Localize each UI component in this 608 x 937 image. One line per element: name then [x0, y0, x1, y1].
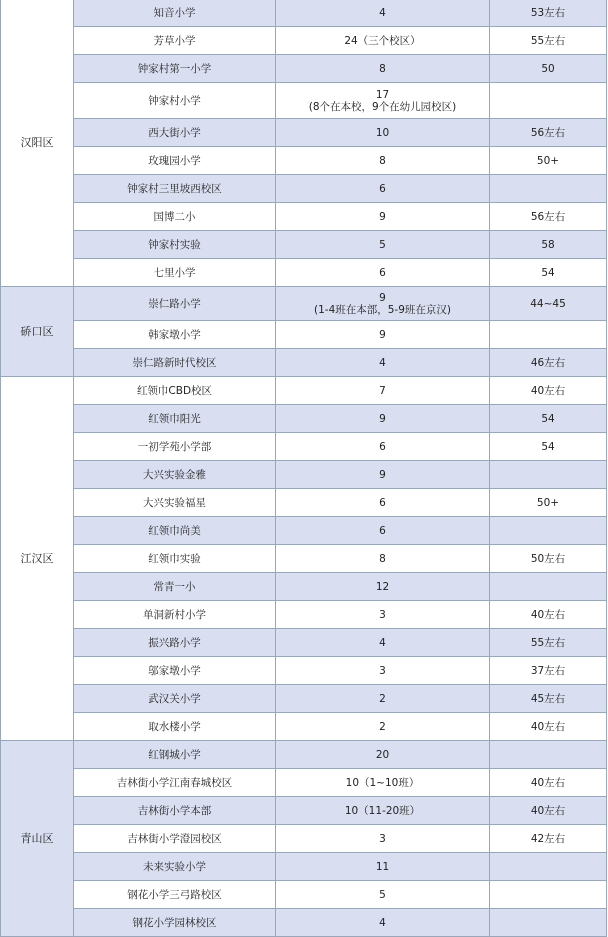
class-count-cell [276, 203, 490, 231]
district-cell: 江汉区 [1, 377, 74, 741]
school-name-cell: 崇仁路小学 [74, 287, 276, 321]
class-count-line: 3 [379, 664, 386, 677]
class-count-cell [276, 349, 490, 377]
table-row [1, 287, 607, 321]
table-row [1, 433, 607, 461]
class-size-cell [490, 881, 607, 909]
school-name-cell: 芳草小学 [74, 27, 276, 55]
school-name-cell: 常青一小 [74, 573, 276, 601]
class-size-cell: 42左右 [490, 825, 607, 853]
school-name-cell: 武汉关小学 [74, 685, 276, 713]
table-row [1, 83, 607, 119]
class-count-line: 5 [379, 888, 386, 901]
class-count-line: (1-4班在本部，5-9班在京汉) [314, 303, 451, 316]
table-row [1, 405, 607, 433]
class-count-line: 10 [375, 126, 390, 139]
school-name-cell: 知音小学 [74, 0, 276, 27]
school-name-cell: 红钢城小学 [74, 741, 276, 769]
school-name-cell: 吉林街小学江南春城校区 [74, 769, 276, 797]
table-row [1, 825, 607, 853]
class-count-cell [276, 657, 490, 685]
class-count-cell [276, 629, 490, 657]
class-size-cell [490, 741, 607, 769]
class-count-cell [276, 769, 490, 797]
school-name-cell: 国博二小 [74, 203, 276, 231]
school-name-cell: 钢花小学园林校区 [74, 909, 276, 937]
class-count-cell [276, 287, 490, 321]
class-count-line: 9 [379, 468, 386, 481]
class-count-cell [276, 119, 490, 147]
class-count-cell [276, 517, 490, 545]
class-size-cell [490, 853, 607, 881]
school-name-cell: 钟家村三里坡西校区 [74, 175, 276, 203]
class-size-cell: 45左右 [490, 685, 607, 713]
class-count-line: 6 [379, 182, 386, 195]
class-size-cell: 50+ [490, 147, 607, 175]
district-cell: 硚口区 [1, 287, 74, 377]
class-count-line: 11 [375, 860, 390, 873]
school-name-cell: 邬家墩小学 [74, 657, 276, 685]
class-size-cell: 55左右 [490, 629, 607, 657]
table-row [1, 461, 607, 489]
class-count-line: 4 [379, 636, 386, 649]
school-name-cell: 红领巾CBD校区 [74, 377, 276, 405]
class-count-cell [276, 853, 490, 881]
class-count-line: 9 [379, 412, 386, 425]
class-size-cell: 44~45 [490, 287, 607, 321]
class-count-cell [276, 545, 490, 573]
class-size-cell: 56左右 [490, 203, 607, 231]
table-row [1, 27, 607, 55]
class-size-cell: 50 [490, 55, 607, 83]
class-count-line: 4 [379, 7, 386, 19]
class-count-cell [276, 27, 490, 55]
district-cell: 青山区 [1, 741, 74, 937]
table-row [1, 685, 607, 713]
table-row [1, 545, 607, 573]
class-count-line: 20 [375, 748, 390, 761]
class-count-cell [276, 825, 490, 853]
class-count-line: 24（三个校区） [344, 34, 421, 47]
class-count-line: 8 [379, 552, 386, 565]
class-count-cell [276, 405, 490, 433]
class-size-cell: 40左右 [490, 713, 607, 741]
class-size-cell [490, 461, 607, 489]
class-count-line: 17 [375, 88, 390, 101]
class-size-cell: 54 [490, 259, 607, 287]
class-count-line: 3 [379, 608, 386, 621]
class-count-line: 10（11-20班） [344, 804, 421, 817]
class-count-line: 4 [379, 356, 386, 369]
table-row [1, 741, 607, 769]
class-size-cell [490, 517, 607, 545]
school-name-cell: 钟家村小学 [74, 83, 276, 119]
school-name-cell: 吉林街小学澄园校区 [74, 825, 276, 853]
school-name-cell: 红领巾尚美 [74, 517, 276, 545]
class-count-cell [276, 321, 490, 349]
table-row [1, 321, 607, 349]
class-size-cell: 40左右 [490, 797, 607, 825]
table-row [1, 231, 607, 259]
school-name-cell: 钟家村第一小学 [74, 55, 276, 83]
table-row [1, 175, 607, 203]
table-row [1, 909, 607, 937]
table-row [1, 601, 607, 629]
school-name-cell: 吉林街小学本部 [74, 797, 276, 825]
school-name-cell: 玫瑰园小学 [74, 147, 276, 175]
class-count-cell [276, 175, 490, 203]
class-count-cell [276, 797, 490, 825]
class-size-cell: 46左右 [490, 349, 607, 377]
class-count-cell [276, 741, 490, 769]
class-size-cell: 58 [490, 231, 607, 259]
class-size-cell: 56左右 [490, 119, 607, 147]
class-count-cell [276, 0, 490, 27]
class-count-line: 3 [379, 832, 386, 845]
class-count-line: 6 [379, 496, 386, 509]
class-count-cell [276, 573, 490, 601]
school-name-cell: 未来实验小学 [74, 853, 276, 881]
class-count-cell [276, 909, 490, 937]
class-count-line: 2 [379, 720, 386, 733]
class-size-cell: 55左右 [490, 27, 607, 55]
class-count-cell [276, 83, 490, 119]
class-size-cell: 50+ [490, 489, 607, 517]
school-name-cell: 七里小学 [74, 259, 276, 287]
class-count-line: 6 [379, 266, 386, 279]
school-name-cell: 振兴路小学 [74, 629, 276, 657]
class-size-cell: 50左右 [490, 545, 607, 573]
class-size-cell [490, 175, 607, 203]
table-row [1, 657, 607, 685]
school-name-cell: 崇仁路新时代校区 [74, 349, 276, 377]
table-row [1, 629, 607, 657]
class-count-line: 7 [379, 384, 386, 397]
school-name-cell: 红领巾实验 [74, 545, 276, 573]
class-count-cell [276, 881, 490, 909]
class-size-cell: 37左右 [490, 657, 607, 685]
table-row [1, 119, 607, 147]
school-name-cell: 韩家墩小学 [74, 321, 276, 349]
school-name-cell: 红领巾阳光 [74, 405, 276, 433]
class-size-cell: 53左右 [490, 0, 607, 27]
class-count-cell [276, 489, 490, 517]
table-row [1, 377, 607, 405]
class-count-cell [276, 377, 490, 405]
class-count-line: 5 [379, 238, 386, 251]
school-name-cell: 钟家村实验 [74, 231, 276, 259]
table-row [1, 489, 607, 517]
class-count-line: 8 [379, 62, 386, 75]
class-count-line: 10（1~10班） [345, 776, 420, 789]
table-row [1, 797, 607, 825]
class-count-line: 12 [375, 580, 390, 593]
school-name-cell: 西大街小学 [74, 119, 276, 147]
table-row [1, 349, 607, 377]
class-count-cell [276, 55, 490, 83]
table-row [1, 713, 607, 741]
table-body [1, 0, 607, 937]
table-row [1, 55, 607, 83]
class-size-cell: 54 [490, 433, 607, 461]
school-name-cell: 取水楼小学 [74, 713, 276, 741]
table-row [1, 147, 607, 175]
class-size-cell [490, 573, 607, 601]
class-count-line: 9 [379, 328, 386, 341]
class-size-cell [490, 83, 607, 119]
table-row [1, 259, 607, 287]
class-count-line: 2 [379, 692, 386, 705]
class-size-cell [490, 909, 607, 937]
class-count-cell [276, 231, 490, 259]
table-row [1, 769, 607, 797]
class-size-cell: 40左右 [490, 377, 607, 405]
class-count-line: 6 [379, 524, 386, 537]
class-count-line: (8个在本校，9个在幼儿园校区) [308, 100, 457, 113]
class-count-line: 4 [379, 916, 386, 929]
class-count-cell [276, 147, 490, 175]
table-row [1, 517, 607, 545]
class-size-cell: 40左右 [490, 601, 607, 629]
school-name-cell: 大兴实验福星 [74, 489, 276, 517]
class-count-cell [276, 601, 490, 629]
class-count-line: 9 [379, 210, 386, 223]
table-row [1, 0, 607, 27]
class-count-cell [276, 433, 490, 461]
table-row [1, 881, 607, 909]
class-size-cell [490, 321, 607, 349]
table-row [1, 203, 607, 231]
class-count-cell [276, 259, 490, 287]
school-name-cell: 大兴实验金雅 [74, 461, 276, 489]
class-count-cell [276, 713, 490, 741]
class-count-line: 9 [379, 291, 386, 304]
district-cell: 汉阳区 [1, 0, 74, 287]
class-count-cell [276, 461, 490, 489]
table-row [1, 853, 607, 881]
class-count-line: 6 [379, 440, 386, 453]
class-count-line: 8 [379, 154, 386, 167]
school-name-cell: 单洞新村小学 [74, 601, 276, 629]
school-name-cell: 钢花小学三弓路校区 [74, 881, 276, 909]
class-size-cell: 54 [490, 405, 607, 433]
class-size-cell: 40左右 [490, 769, 607, 797]
school-name-cell: 一初学苑小学部 [74, 433, 276, 461]
table-row [1, 573, 607, 601]
class-count-cell [276, 685, 490, 713]
